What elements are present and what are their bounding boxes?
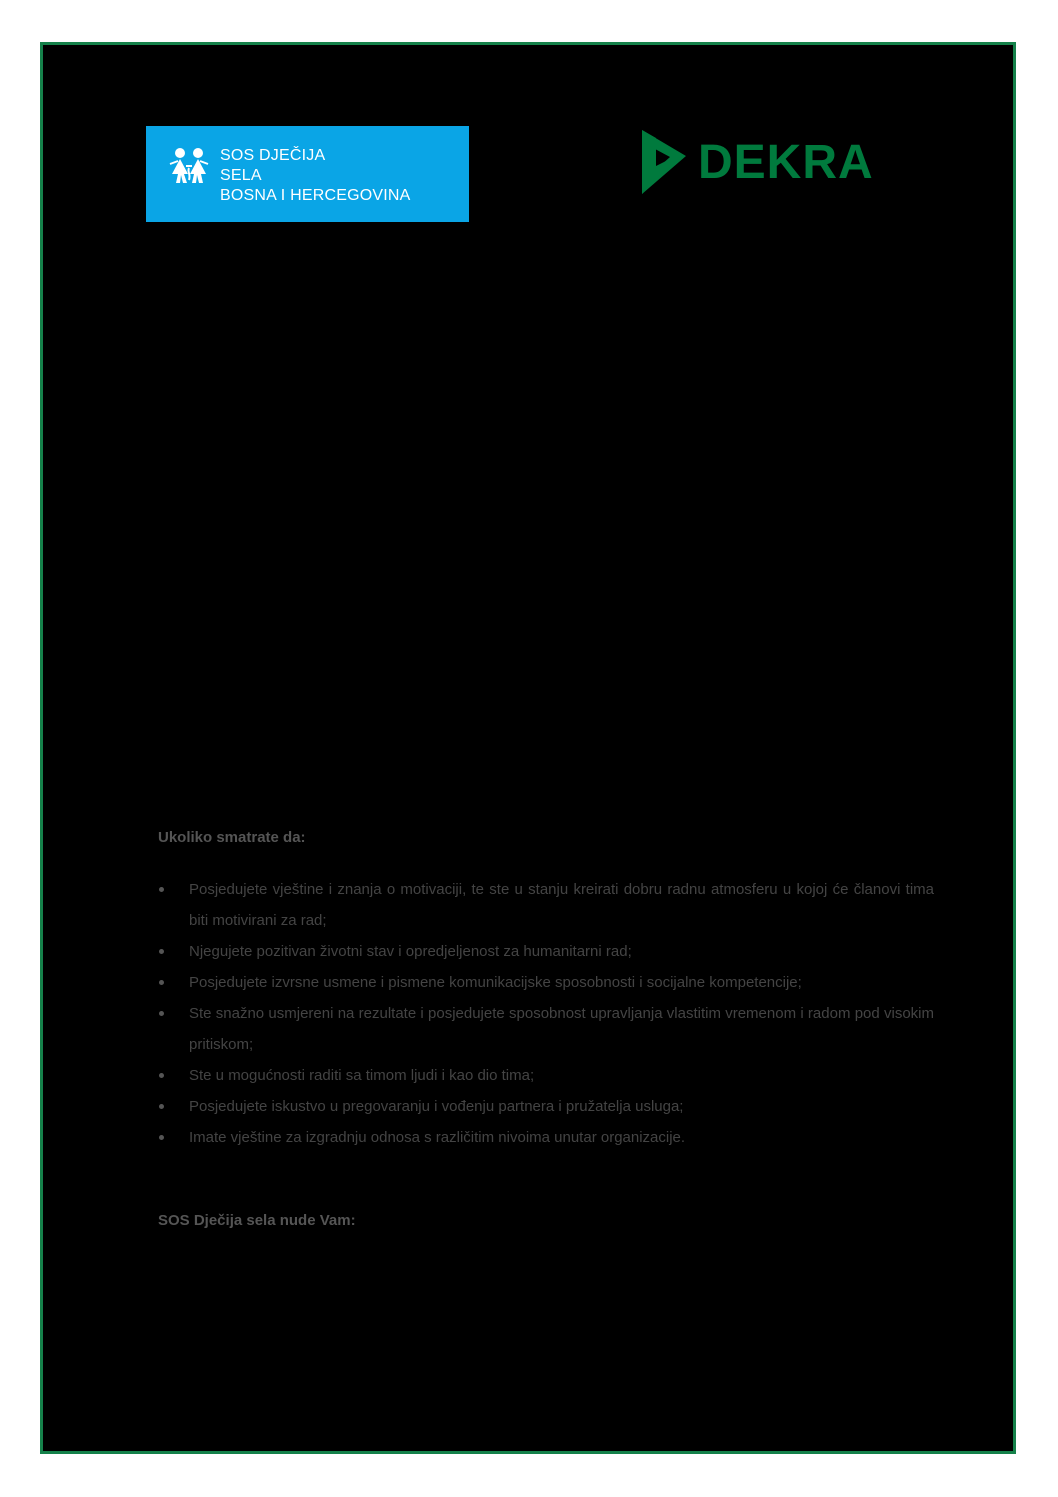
sos-logo-line-1: SOS DJEČIJA bbox=[220, 147, 326, 164]
sos-logo-line-3: BOSNA I HERCEGOVINA bbox=[220, 187, 411, 204]
list-item: Ste snažno usmjereni na rezultate i posjedujete sposobnost upravljanja vlastitim vremenom i radom pod visokim pritiskom; bbox=[158, 998, 934, 1060]
sos-childrens-villages-logo bbox=[146, 126, 469, 222]
list-item: Imate vještine za izgradnju odnosa s različitim nivoima unutar organizacije. bbox=[158, 1122, 934, 1153]
list-item: Posjedujete izvrsne usmene i pismene komunikacijske sposobnosti i socijalne kompetencije; bbox=[158, 967, 934, 998]
list-item: Posjedujete vještine i znanja o motivaciji, te ste u stanju kreirati dobru radnu atmosferu u kojoj će članovi tima biti motivirani za rad; bbox=[158, 874, 934, 936]
sos-children-icon bbox=[166, 146, 212, 184]
requirements-list bbox=[158, 874, 934, 1153]
dekra-logo bbox=[640, 130, 874, 194]
page-frame bbox=[40, 42, 1016, 1454]
list-item: Njegujete pozitivan životni stav i opredjeljenost za humanitarni rad; bbox=[158, 936, 934, 967]
sos-logo-text bbox=[220, 146, 411, 206]
list-item: Posjedujete iskustvo u pregovaranju i vođenju partnera i pružatelja usluga; bbox=[158, 1091, 934, 1122]
list-item: Ste u mogućnosti raditi sa timom ljudi i kao dio tima; bbox=[158, 1060, 934, 1091]
dekra-wordmark: DEKRA bbox=[698, 136, 874, 189]
dekra-arrow-icon bbox=[640, 130, 688, 194]
offer-heading: SOS Dječija sela nude Vam: bbox=[158, 1212, 356, 1229]
sos-logo-line-2: SELA bbox=[220, 167, 262, 184]
requirements-heading: Ukoliko smatrate da: bbox=[158, 829, 306, 846]
